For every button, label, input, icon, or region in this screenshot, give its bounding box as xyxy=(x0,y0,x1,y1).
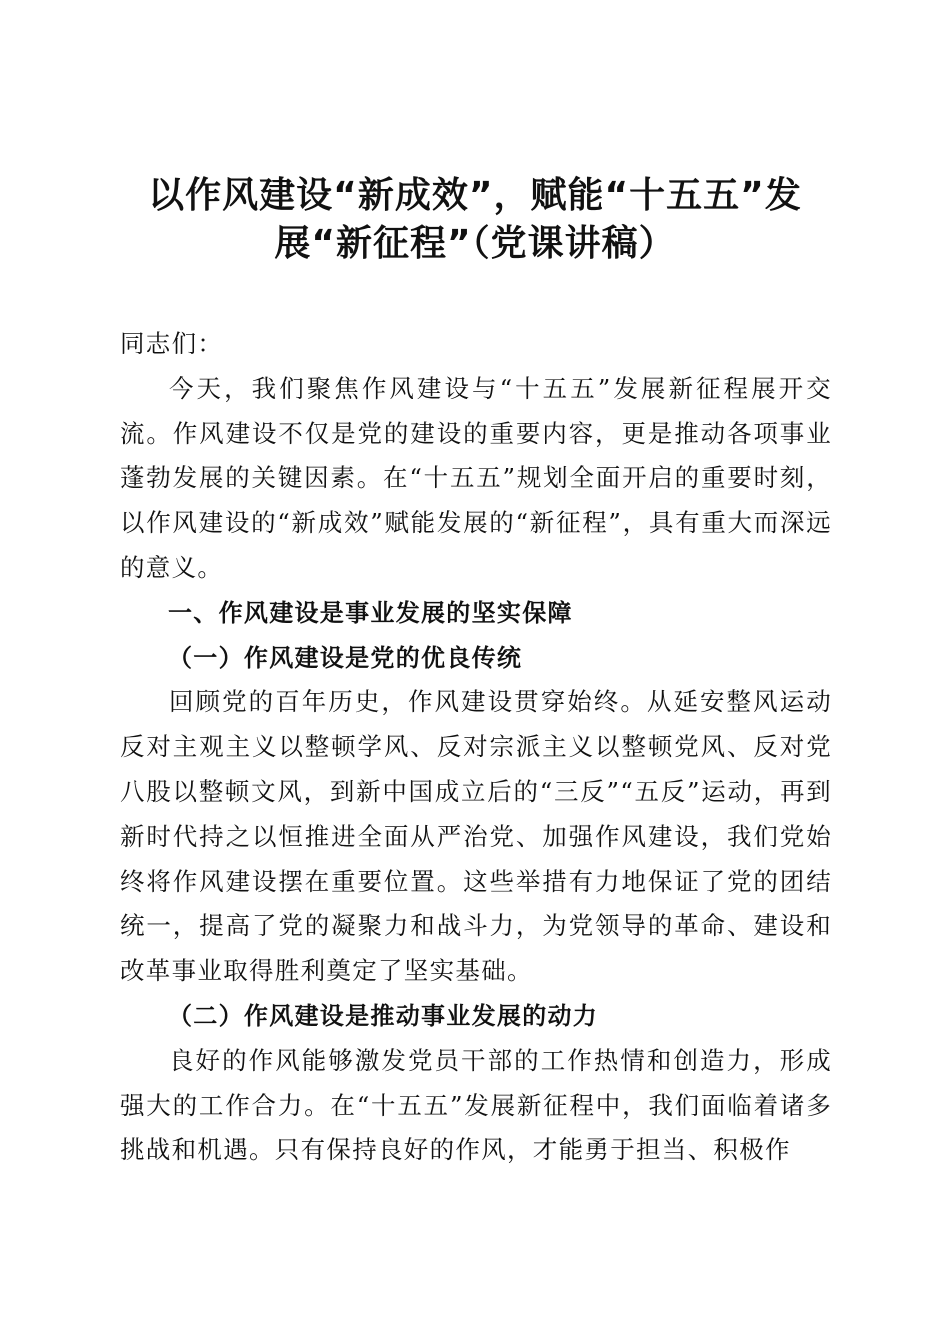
subsection-heading-2: （二）作风建设是推动事业发展的动力 xyxy=(168,1000,599,1030)
title-line-2: 展“新征程”（党课讲稿） xyxy=(274,223,676,264)
title-line-1: 以作风建设“新成效”，赋能“十五五”发 xyxy=(148,175,802,216)
intro-paragraph: 今天，我们聚焦作风建设与“十五五”发展新征程展开交流。作风建设不仅是党的建设的重要内容，更是推动各项事业蓬勃发展的关键因素。在“十五五”规划全面开启的重要时刻，以作风建设的“新成效”赋能发展的“新征程”，具有重大而深远的意义。 xyxy=(120,373,832,582)
subsection-heading-1: （一）作风建设是党的优良传统 xyxy=(168,642,523,672)
document-title xyxy=(120,172,830,268)
document-body xyxy=(120,322,832,1173)
subsection-paragraph-1: 回顾党的百年历史，作风建设贯穿始终。从延安整风运动反对主观主义以整顿学风、反对宗派主义以整顿党风、反对党八股以整顿文风，到新中国成立后的“三反”“五反”运动，再到新时代持之以恒推进全面从严治党、加强作风建设，我们党始终将作风建设摆在重要位置。这些举措有力地保证了党的团结统一，提高了党的凝聚力和战斗力，为党领导的革命、建设和改革事业取得胜利奠定了坚实基础。 xyxy=(120,687,832,986)
subsection-paragraph-2: 良好的作风能够激发党员干部的工作热情和创造力，形成强大的工作合力。在“十五五”发展新征程中，我们面临着诸多挑战和机遇。只有保持良好的作风，才能勇于担当、积极作 xyxy=(120,1045,832,1165)
section-heading-1: 一、作风建设是事业发展的坚实保障 xyxy=(168,598,573,627)
salutation: 同志们： xyxy=(120,329,224,358)
